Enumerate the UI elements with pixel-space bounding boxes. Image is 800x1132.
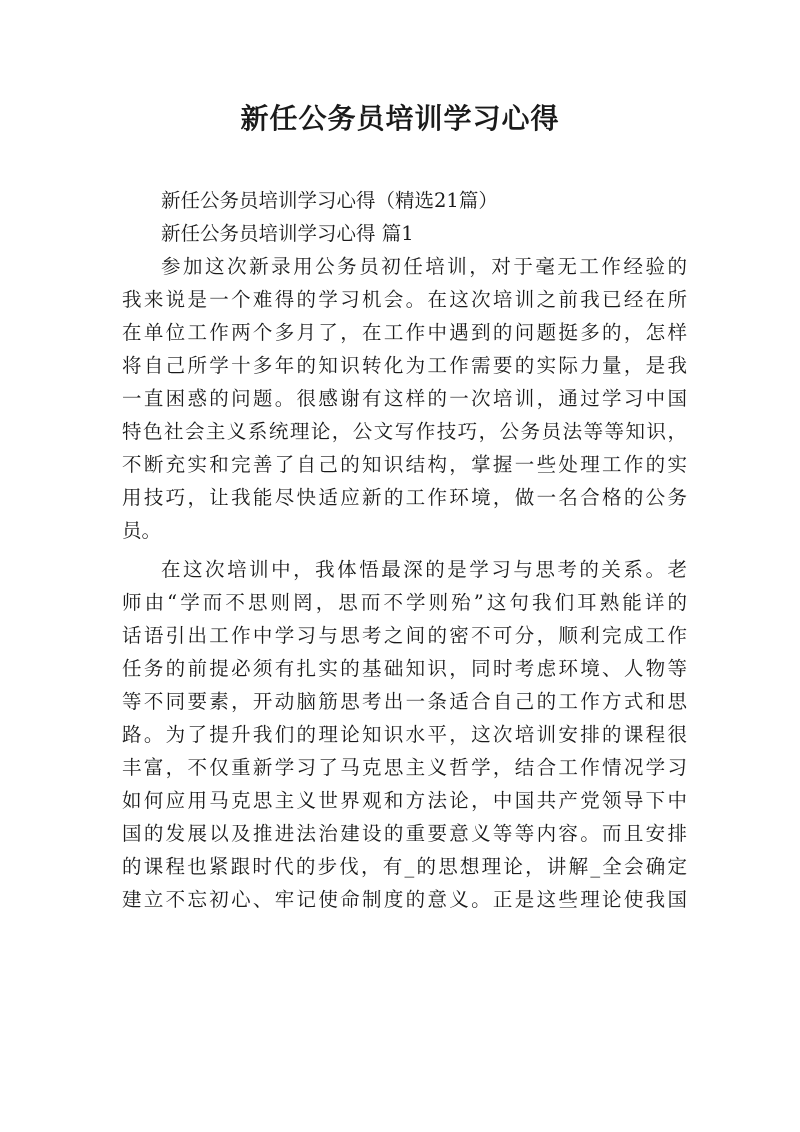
document-subtitle: 新任公务员培训学习心得（精选21篇） [161,189,498,212]
section-heading: 新任公务员培训学习心得 篇1 [161,222,414,245]
paragraph-line: 员。 [122,519,162,542]
paragraph-line: 丰富，不仅重新学习了马克思主义哲学，结合工作情况学习 [122,756,687,779]
paragraph-line: 将自己所学十多年的知识转化为工作需要的实际力量，是我 [122,354,687,377]
paragraph-line: 参加这次新录用公务员初任培训，对于毫无工作经验的 [161,255,687,278]
paragraph-line: 国的发展以及推进法治建设的重要意义等等内容。而且安排 [122,822,687,845]
paragraph-line: 任务的前提必须有扎实的基础知识，同时考虑环境、人物等 [122,657,687,680]
paragraph-line: 我来说是一个难得的学习机会。在这次培训之前我已经在所 [122,288,687,311]
paragraph-line: 建立不忘初心、牢记使命制度的意义。正是这些理论使我国 [122,888,687,911]
paragraph-line: 等不同要素，开动脑筋思考出一条适合自己的工作方式和思 [122,690,687,713]
paragraph-line: 话语引出工作中学习与思考之间的密不可分，顺利完成工作 [122,624,687,647]
paragraph-line: 在单位工作两个多月了，在工作中遇到的问题挺多的，怎样 [122,321,687,344]
document-body [122,184,687,916]
paragraph-line: 用技巧，让我能尽快适应新的工作环境，做一名合格的公务 [122,486,687,509]
paragraph-1 [122,250,687,547]
paragraph-line: 师由“学而不思则罔，思而不学则殆”这句我们耳熟能详的 [122,591,687,614]
paragraph-line: 路。为了提升我们的理论知识水平，这次培训安排的课程很 [122,723,687,746]
paragraph-line: 一直困惑的问题。很感谢有这样的一次培训，通过学习中国 [122,387,687,410]
document-title: 新任公务员培训学习心得 [240,102,560,135]
paragraph-line: 如何应用马克思主义世界观和方法论，中国共产党领导下中 [122,789,687,812]
paragraph-line: 在这次培训中，我体悟最深的是学习与思考的关系。老 [161,558,687,581]
paragraph-2 [122,553,687,916]
paragraph-line: 特色社会主义系统理论，公文写作技巧，公务员法等等知识， [122,420,687,443]
paragraph-line: 不断充实和完善了自己的知识结构，掌握一些处理工作的实 [122,453,687,476]
paragraph-line: 的课程也紧跟时代的步伐，有_的思想理论，讲解_全会确定 [122,855,687,878]
